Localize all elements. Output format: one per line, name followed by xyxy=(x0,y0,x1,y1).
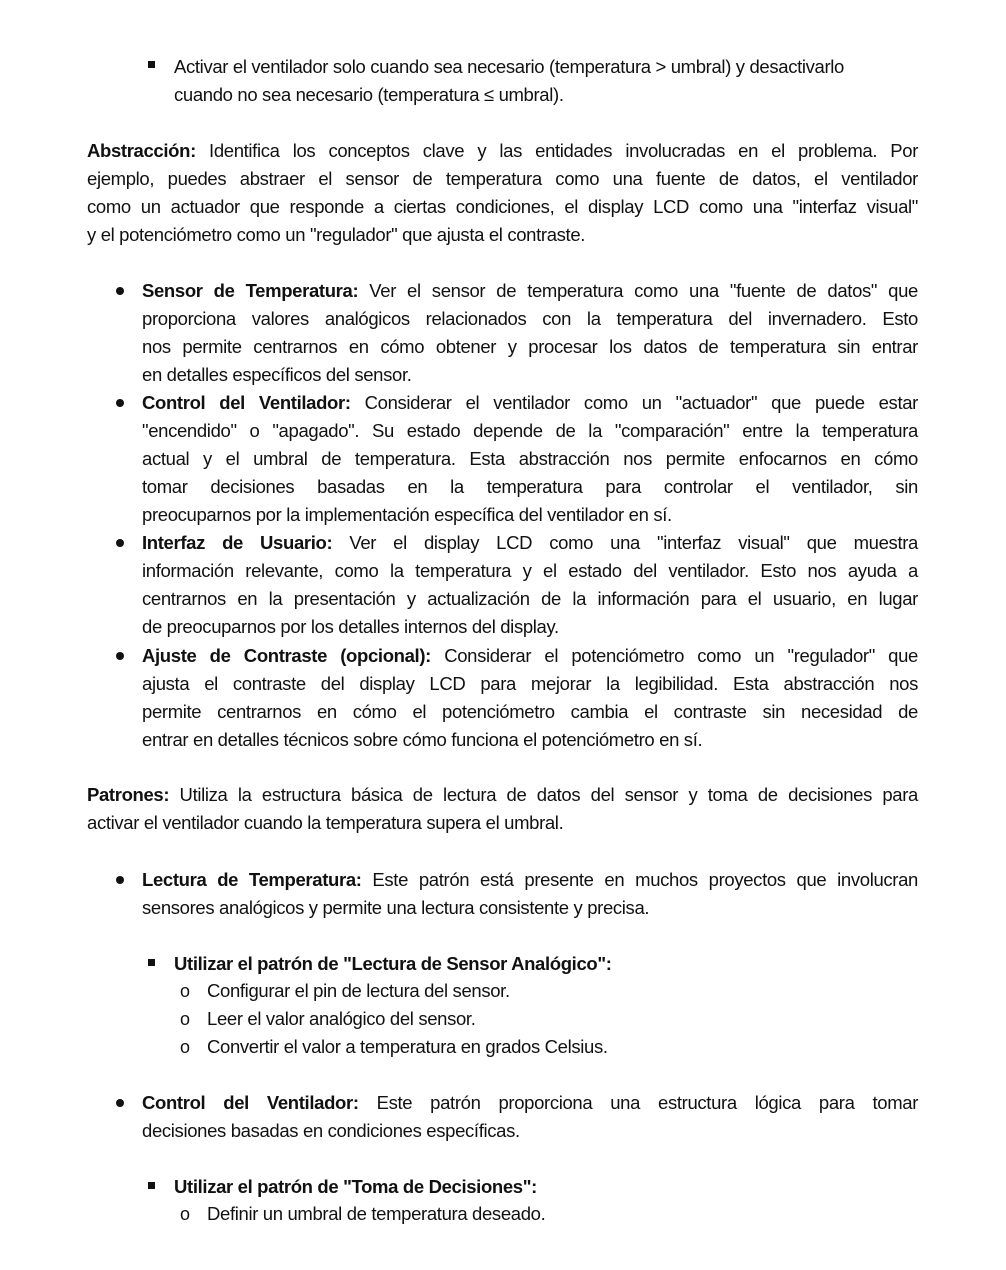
patrones-heading: Patrones: xyxy=(87,784,170,805)
list-item-continuation: centrarnos en la presentación y actualización de la información para el usuario, en lugar xyxy=(142,588,918,609)
list-item: Sensor de Temperatura: Ver el sensor de temperatura como una "fuente de datos" que xyxy=(142,280,918,301)
step-item: Convertir el valor a temperatura en grados Celsius. xyxy=(207,1036,608,1057)
list-item-continuation: ajusta el contraste del display LCD para mejorar la legibilidad. Esta abstracción nos xyxy=(142,673,918,694)
list-item-continuation: proporciona valores analógicos relacionados con la temperatura del invernadero. Esto xyxy=(142,308,918,329)
list-item-continuation: preocuparnos por la implementación específica del ventilador en sí. xyxy=(142,504,672,525)
bullet-icon xyxy=(116,539,124,547)
list-item-continuation: tomar decisiones basadas en la temperatura para controlar el ventilador, sin xyxy=(142,476,918,497)
square-bullet-icon xyxy=(148,959,155,966)
circle-bullet-icon: o xyxy=(180,1009,190,1029)
patrones-paragraph-line: Patrones: Utiliza la estructura básica de lectura de datos del sensor y toma de decisiones para xyxy=(87,784,918,805)
paragraph-line: y el potenciómetro como un "regulador" que ajusta el contraste. xyxy=(87,224,586,245)
list-item-continuation: en detalles específicos del sensor. xyxy=(142,364,412,385)
bullet-icon xyxy=(116,876,124,884)
list-item-continuation: información relevante, como la temperatura y el estado del ventilador. Esto nos ayuda a xyxy=(142,560,918,581)
sub-list-heading: Utilizar el patrón de "Toma de Decisiones": xyxy=(174,1176,537,1197)
list-item-continuation: actual y el umbral de temperatura. Esta abstracción nos permite enfocarnos en cómo xyxy=(142,448,918,469)
paragraph-line: ejemplo, puedes abstraer el sensor de temperatura como una fuente de datos, el ventilador xyxy=(87,168,918,189)
list-item: Interfaz de Usuario: Ver el display LCD como una "interfaz visual" que muestra xyxy=(142,532,918,553)
list-item-continuation: entrar en detalles técnicos sobre cómo funciona el potenciómetro en sí. xyxy=(142,729,703,750)
list-item-continuation: decisiones basadas en condiciones específicas. xyxy=(142,1120,520,1141)
bullet-icon xyxy=(116,399,124,407)
paragraph-line: como un actuador que responde a ciertas condiciones, el display LCD como una "interfaz visual" xyxy=(87,196,918,217)
step-item: Configurar el pin de lectura del sensor. xyxy=(207,980,510,1001)
list-item-continuation: nos permite centrarnos en cómo obtener y procesar los datos de temperatura sin entrar xyxy=(142,336,918,357)
list-item-continuation: cuando no sea necesario (temperatura ≤ umbral). xyxy=(174,84,564,105)
bullet-icon xyxy=(116,1099,124,1107)
circle-bullet-icon: o xyxy=(180,1204,190,1224)
list-item: Control del Ventilador: Este patrón proporciona una estructura lógica para tomar xyxy=(142,1092,919,1113)
step-item: Leer el valor analógico del sensor. xyxy=(207,1008,476,1029)
list-item: Ajuste de Contraste (opcional): Considerar el potenciómetro como un "regulador" que xyxy=(142,645,918,666)
step-item: Definir un umbral de temperatura deseado. xyxy=(207,1203,546,1224)
list-item-continuation: permite centrarnos en cómo el potenciómetro cambia el contraste sin necesidad de xyxy=(142,701,918,722)
abstraccion-heading: Abstracción: xyxy=(87,140,196,161)
list-item-continuation: sensores analógicos y permite una lectura consistente y precisa. xyxy=(142,897,650,918)
list-item: Lectura de Temperatura: Este patrón está presente en muchos proyectos que involucran xyxy=(142,869,918,890)
abstraccion-paragraph-line: Abstracción: Identifica los conceptos clave y las entidades involucradas en el problema. Por xyxy=(87,140,918,161)
bullet-icon xyxy=(116,287,124,295)
paragraph-line: activar el ventilador cuando la temperatura supera el umbral. xyxy=(87,812,564,833)
list-item: Activar el ventilador solo cuando sea necesario (temperatura > umbral) y desactivarlo xyxy=(174,56,844,77)
circle-bullet-icon: o xyxy=(180,1037,190,1057)
square-bullet-icon xyxy=(148,1182,155,1189)
bullet-icon xyxy=(116,652,124,660)
list-item-continuation: "encendido" o "apagado". Su estado depende de la "comparación" entre la temperatura xyxy=(142,420,918,441)
square-bullet-icon xyxy=(148,61,155,68)
list-item-continuation: de preocuparnos por los detalles internos del display. xyxy=(142,616,559,637)
list-item: Control del Ventilador: Considerar el ventilador como un "actuador" que puede estar xyxy=(142,392,918,413)
sub-list-heading: Utilizar el patrón de "Lectura de Sensor Analógico": xyxy=(174,953,612,974)
circle-bullet-icon: o xyxy=(180,981,190,1001)
